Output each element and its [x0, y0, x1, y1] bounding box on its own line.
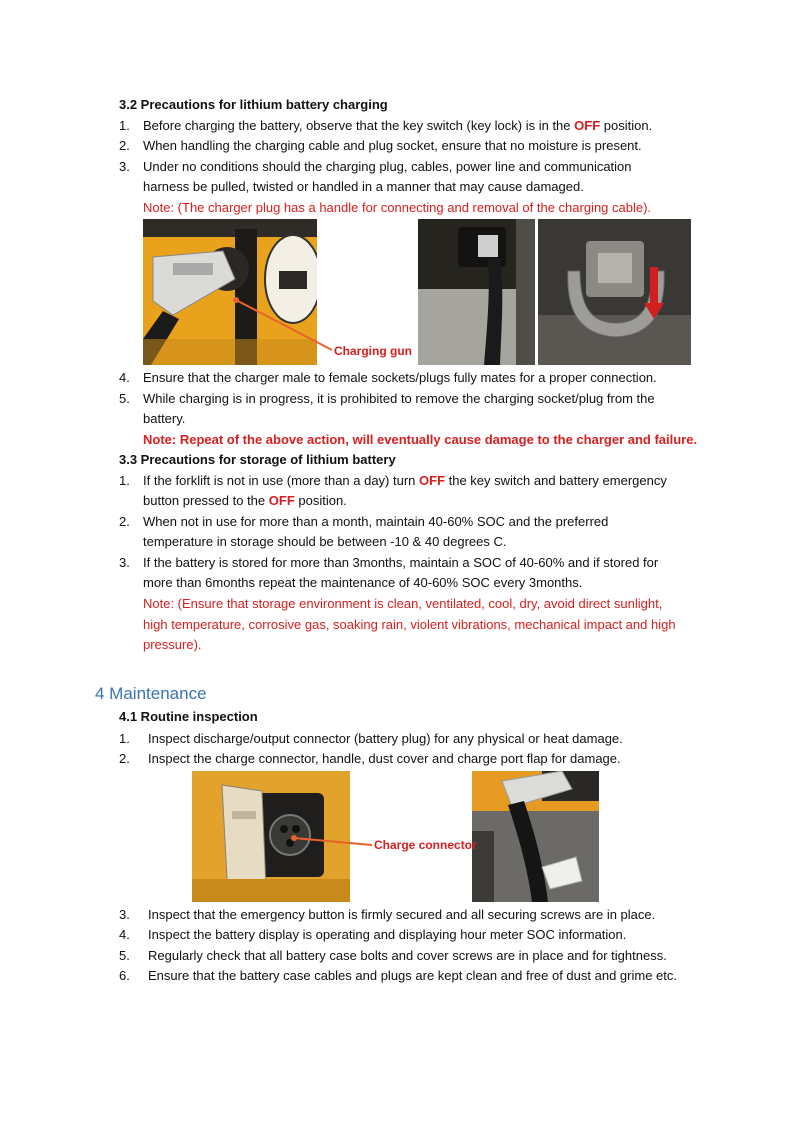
list-item-cont: temperature in storage should be between -10 & 40 degrees C. [143, 534, 507, 549]
list-number: 6. [119, 968, 130, 983]
list-item: If the battery is stored for more than 3months, maintain a SOC of 40-60% and if stored for [143, 555, 659, 570]
charging-gun-label: Charging gun [334, 344, 412, 358]
list-item-cont: battery. [143, 411, 186, 426]
list-number: 3. [119, 555, 130, 570]
note: Note: (The charger plug has a handle for connecting and removal of the charging cable). [143, 200, 652, 215]
section-4-title: 4 Maintenance [95, 684, 207, 703]
list-number: 1. [119, 118, 130, 133]
list-number: 2. [119, 514, 130, 529]
list-item: Inspect the charge connector, handle, dust cover and charge port flap for damage. [148, 751, 621, 766]
list-item: Ensure that the charger male to female sockets/plugs fully mates for a proper connection. [143, 370, 657, 385]
list-item: Inspect that the emergency button is firmly secured and all securing screws are in place. [148, 907, 656, 922]
list-item: Inspect discharge/output connector (battery plug) for any physical or heat damage. [148, 731, 623, 746]
list-item: While charging is in progress, it is prohibited to remove the charging socket/plug from the [143, 391, 655, 406]
list-item: If the forklift is not in use (more than a day) turn OFF the key switch and battery emergency [143, 473, 667, 488]
charge-connector-label: Charge connector [374, 838, 477, 852]
list-item: Inspect the battery display is operating and displaying hour meter SOC information. [148, 927, 627, 942]
list-number: 1. [119, 473, 130, 488]
list-item: Before charging the battery, observe that the key switch (key lock) is in the OFF position. [143, 118, 653, 133]
list-number: 4. [119, 370, 130, 385]
list-number: 5. [119, 391, 130, 406]
list-number: 3. [119, 907, 130, 922]
list-item: Under no conditions should the charging plug, cables, power line and communication [143, 159, 632, 174]
list-number: 4. [119, 927, 130, 942]
section-3-3-heading: 3.3 Precautions for storage of lithium battery [119, 452, 396, 467]
storage-note: Note: (Ensure that storage environment is clean, ventilated, cool, dry, avoid direct sunlight, [143, 596, 663, 611]
list-item-cont: button pressed to the OFF position. [143, 493, 347, 508]
warning-note: Note: Repeat of the above action, will eventually cause damage to the charger and failure. [143, 432, 698, 447]
list-item-cont: harness be pulled, twisted or handled in a manner that may cause damaged. [143, 179, 584, 194]
list-number: 3. [119, 159, 130, 174]
list-item-cont: more than 6months repeat the maintenance of 40-60% SOC every 3months. [143, 575, 583, 590]
storage-note-cont: pressure). [143, 637, 202, 652]
storage-note-cont: high temperature, corrosive gas, soaking rain, violent vibrations, mechanical impact and high [143, 617, 676, 632]
list-item: Ensure that the battery case cables and plugs are kept clean and free of dust and grime etc. [148, 968, 677, 983]
list-number: 2. [119, 751, 130, 766]
section-4-1-heading: 4.1 Routine inspection [119, 709, 258, 724]
list-item: When handling the charging cable and plug socket, ensure that no moisture is present. [143, 138, 642, 153]
section-3-2-heading: 3.2 Precautions for lithium battery charging [119, 97, 388, 112]
list-number: 5. [119, 948, 130, 963]
list-item: When not in use for more than a month, maintain 40-60% SOC and the preferred [143, 514, 609, 529]
list-item: Regularly check that all battery case bolts and cover screws are in place and for tightness. [148, 948, 667, 963]
list-number: 1. [119, 731, 130, 746]
list-number: 2. [119, 138, 130, 153]
